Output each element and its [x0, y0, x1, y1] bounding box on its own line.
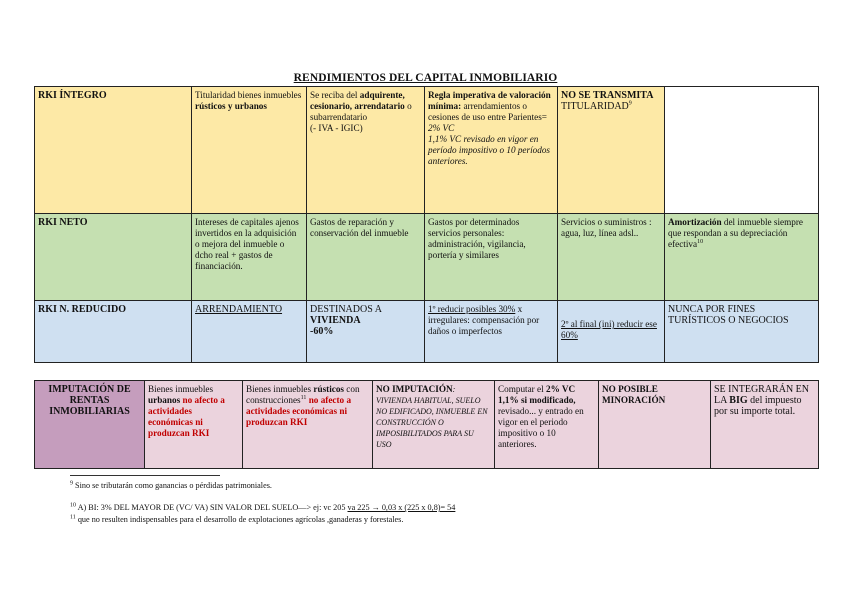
footnote-11: $^{11}$ que no resulten indispensables para el desarrollo de explotaciones agrícolas ,ganaderas y forestales.	[70, 514, 404, 524]
integro-cell-2: Se reciba del adquirente, cesionario, arrendatario o subarrendatario (- IVA - IGIC)	[307, 87, 425, 214]
imputacion-cell-2: Bienes inmuebles rústicos con construcciones$^{11}$ no afecto a actividades económicas ni produzcan RKI	[243, 381, 373, 469]
reducido-cell-3: 1º reducir posibles 30% x irregulares: compensación por daños o imperfectos	[425, 301, 558, 363]
integro-cell-4: NO SE TRANSMITA TITULARIDAD$^9$	[558, 87, 665, 214]
imputacion-table	[34, 380, 819, 469]
imputacion-label: IMPUTACIÓN DE RENTAS INMOBILIARIAS	[35, 381, 145, 469]
reducido-cell-1: ARRENDAMIENTO	[192, 301, 307, 363]
imputacion-cell-5: NO POSIBLE MINORACIÓN	[599, 381, 711, 469]
integro-cell-1: Titularidad bienes inmuebles rústicos y urbanos	[192, 87, 307, 214]
rki-table	[34, 86, 819, 363]
reducido-cell-5: NUNCA POR FINES TURÍSTICOS O NEGOCIOS	[665, 301, 819, 363]
imputacion-cell-1: Bienes inmuebles urbanos no afecto a actividades económicas ni produzcan RKI	[145, 381, 243, 469]
table-row-integro	[35, 87, 819, 214]
integro-cell-5	[665, 87, 819, 214]
neto-cell-4: Servicios o suministros : agua, luz, línea adsl..	[558, 214, 665, 301]
footnote-10: $^{10}$ A) BI: 3% DEL MAYOR DE (VC/ VA) SIN VALOR DEL SUELO—> ej: vc 205 va 225 → 0,03 x (225 x 0,8)= 54	[70, 502, 456, 512]
page-title: RENDIMIENTOS DEL CAPITAL INMOBILIARIO	[293, 72, 558, 84]
row-label-reducido: RKI N. REDUCIDO	[35, 301, 192, 363]
reducido-cell-2: DESTINADOS A VIVIENDA -60%	[307, 301, 425, 363]
neto-cell-5: Amortización del inmueble siempre que respondan a su depreciación efectiva$^{10}$	[665, 214, 819, 301]
footnote-separator	[70, 475, 220, 476]
row-label-integro: RKI ÍNTEGRO	[35, 87, 192, 214]
neto-cell-2: Gastos de reparación y conservación del inmueble	[307, 214, 425, 301]
imputacion-cell-3: NO IMPUTACIÓN: VIVIENDA HABITUAL, SUELO NO EDIFICADO, INMUEBLE EN CONSTRUCCIÓN O IMPOSIBILITADOS PARA SU USO	[373, 381, 495, 469]
table-row-reducido	[35, 301, 819, 363]
imputacion-cell-6: SE INTEGRARÁN EN LA BIG del impuesto por su importe total.	[711, 381, 819, 469]
imputacion-cell-4: Computar el 2% VC 1,1% si modificado, revisado... y entrado en vigor en el periodo impositivo o 10 anteriores.	[495, 381, 599, 469]
row-label-neto: RKI NETO	[35, 214, 192, 301]
neto-cell-1: Intereses de capitales ajenos invertidos en la adquisición o mejora del inmueble o dcho real + gastos de financiación.	[192, 214, 307, 301]
table-row-imputacion	[35, 381, 819, 469]
footnote-9: $^9$ Sino se tributarán como ganancias o pérdidas patrimoniales.	[70, 480, 272, 490]
integro-cell-3: Regla imperativa de valoración mínima: arrendamientos o cesiones de uso entre Parientes= 2% VC 1,1% VC revisado en vigor en período impositivo o 10 períodos anteriores.	[425, 87, 558, 214]
neto-cell-3: Gastos por determinados servicios personales: administración, vigilancia, portería y similares	[425, 214, 558, 301]
table-row-neto	[35, 214, 819, 301]
reducido-cell-4: 2º al final (ini) reducir ese 60%	[558, 301, 665, 363]
